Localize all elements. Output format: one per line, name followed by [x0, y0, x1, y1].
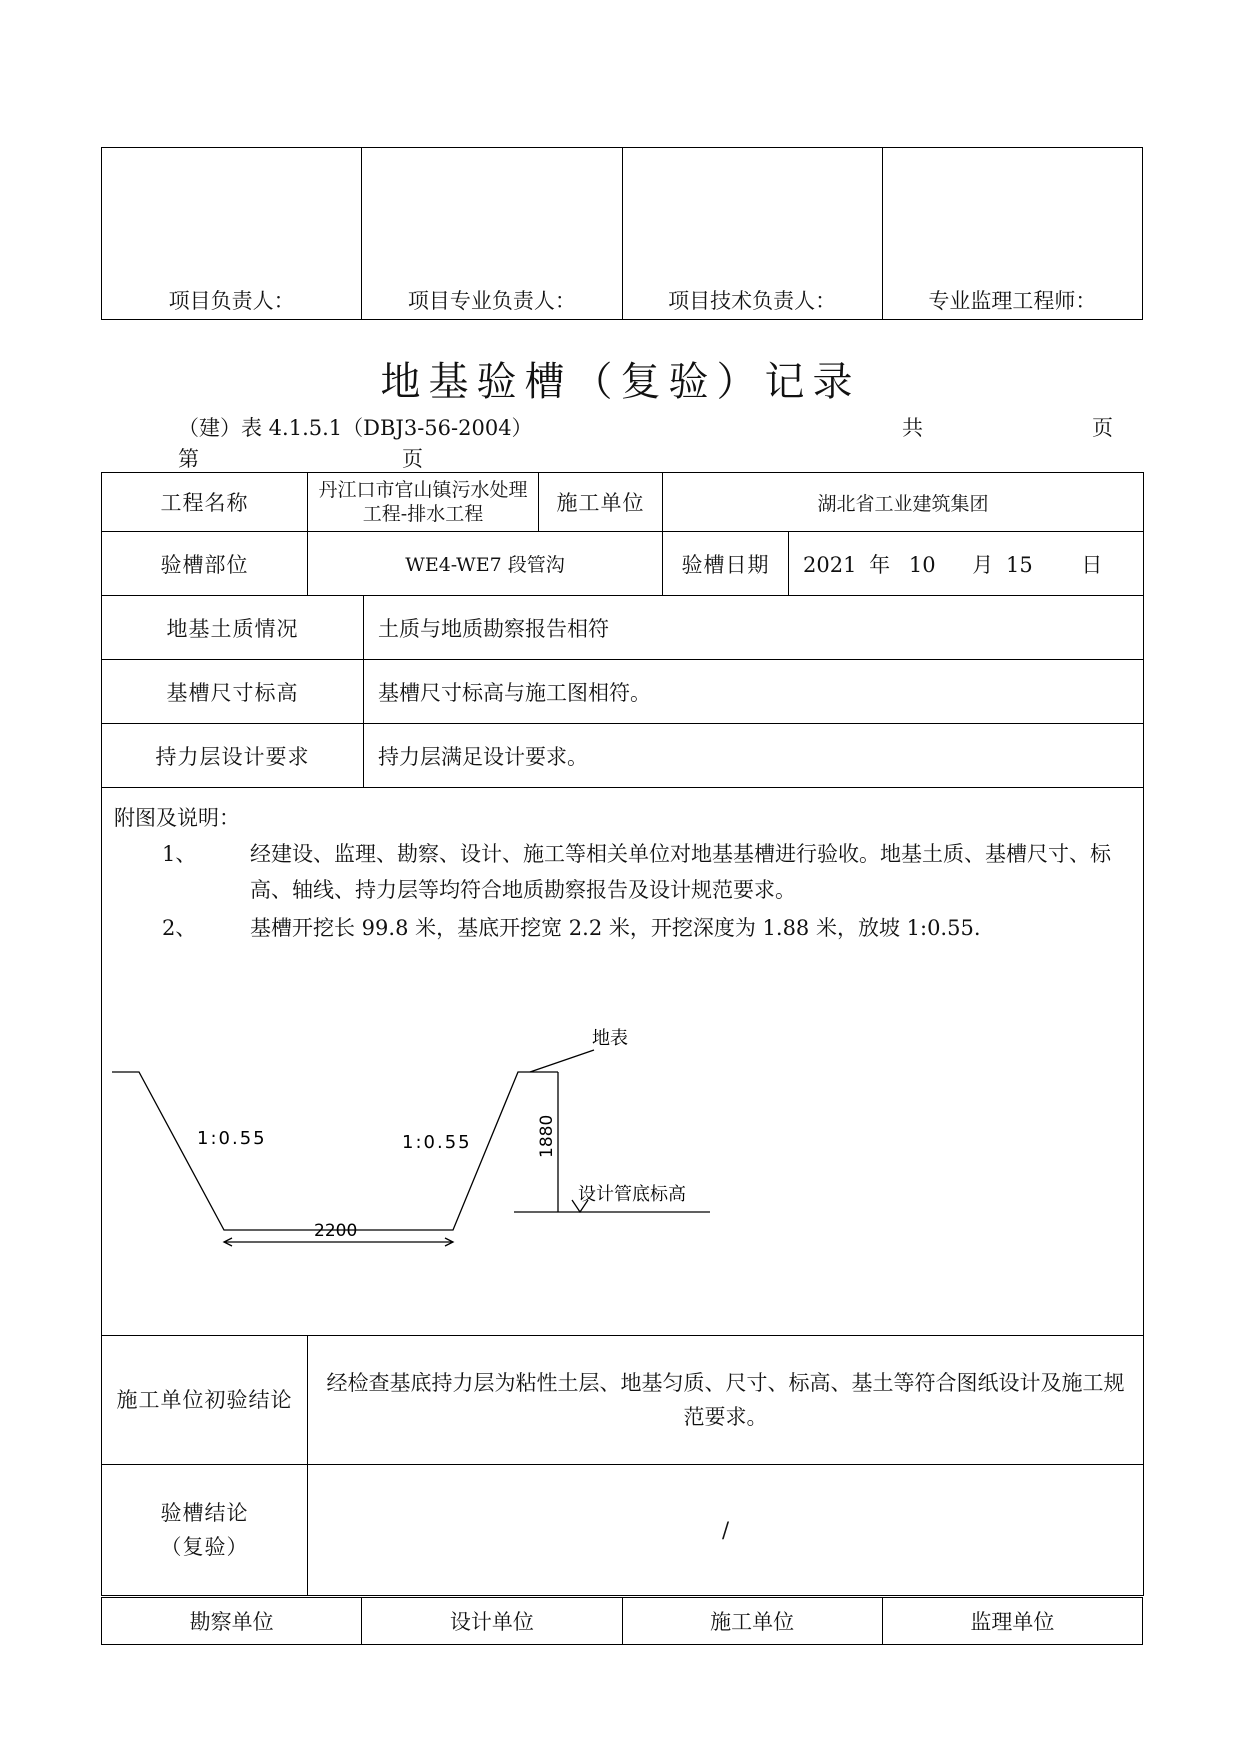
signature-discipline-manager: 项目专业负责人：	[362, 148, 622, 320]
slope-right-label: 1:0.55	[402, 1132, 472, 1153]
date-year: 2021	[803, 552, 857, 577]
page-total-label: 共	[902, 416, 923, 440]
trench-section-diagram	[102, 948, 742, 1241]
bearing-layer-label: 持力层设计要求	[102, 724, 364, 788]
trench-dimension-value: 基槽尺寸标高与施工图相符。	[364, 660, 1144, 724]
notes-heading: 附图及说明：	[114, 806, 240, 830]
contractor-label: 施工单位	[539, 473, 663, 532]
unit-construction: 施工单位	[622, 1598, 882, 1645]
soil-condition-value: 土质与地质勘察报告相符	[364, 596, 1144, 660]
unit-supervision: 监理单位	[882, 1598, 1142, 1645]
initial-conclusion-value: 经检查基底持力层为粘性土层、地基匀质、尺寸、标高、基土等符合图纸设计及施工规范要求。	[308, 1336, 1144, 1465]
inspection-date	[789, 532, 1144, 596]
form-code: （建）表 4.1.5.1（DBJ3-56-2004）	[178, 416, 533, 440]
depth-label: 1880	[537, 1114, 557, 1158]
slope-left-label: 1:0.55	[197, 1128, 267, 1149]
page-label: 页	[1092, 416, 1113, 440]
final-conclusion-label: 验槽结论（复验）	[102, 1465, 308, 1596]
note-number-1: 1、	[162, 842, 197, 866]
signature-project-manager: 项目负责人：	[102, 148, 362, 320]
inspection-form	[101, 472, 1144, 1596]
signature-supervising-engineer: 专业监理工程师：	[882, 148, 1142, 320]
location-label: 验槽部位	[102, 532, 308, 596]
signature-table	[101, 147, 1143, 320]
note-text-1: 经建设、监理、勘察、设计、施工等相关单位对地基基槽进行验收。地基土质、基槽尺寸、标高、轴线、持力层等均符合地质勘察报告及设计规范要求。	[250, 842, 1111, 902]
trench-profile	[112, 1072, 558, 1230]
location-value: WE4-WE7 段管沟	[308, 532, 663, 596]
date-day-unit: 日	[1081, 552, 1103, 577]
date-month-unit: 月	[972, 552, 994, 577]
soil-condition-label: 地基土质情况	[102, 596, 364, 660]
date-year-unit: 年	[869, 552, 891, 577]
ground-leader-line	[530, 1050, 594, 1072]
date-day: 15	[1005, 552, 1033, 577]
page-label-2: 页	[402, 447, 423, 471]
note-number-2: 2、	[162, 916, 197, 940]
contractor-value: 湖北省工业建筑集团	[663, 473, 1144, 532]
unit-design: 设计单位	[362, 1598, 622, 1645]
note-text-2: 基槽开挖长 99.8 米，基底开挖宽 2.2 米，开挖深度为 1.88 米，放坡 1:0.55.	[250, 916, 981, 940]
initial-conclusion-label: 施工单位初验结论	[102, 1336, 308, 1465]
ground-label: 地表	[592, 1028, 628, 1049]
bearing-layer-value: 持力层满足设计要求。	[364, 724, 1144, 788]
bottom-width-label: 2200	[314, 1221, 358, 1241]
final-conclusion-value: /	[308, 1465, 1144, 1596]
trench-dimension-label: 基槽尺寸标高	[102, 660, 364, 724]
unit-survey: 勘察单位	[102, 1598, 362, 1645]
date-label: 验槽日期	[663, 532, 789, 596]
project-name-value: 丹江口市官山镇污水处理工程-排水工程	[308, 473, 539, 532]
notes-cell	[102, 788, 1144, 1336]
date-month: 10	[908, 552, 936, 577]
units-table	[101, 1597, 1143, 1645]
project-name-label: 工程名称	[102, 473, 308, 532]
page-title: 地基验槽（复验）记录	[380, 359, 861, 405]
pipe-bottom-label: 设计管底标高	[578, 1184, 686, 1205]
signature-technical-manager: 项目技术负责人：	[622, 148, 882, 320]
page-number-label: 第	[178, 447, 199, 471]
